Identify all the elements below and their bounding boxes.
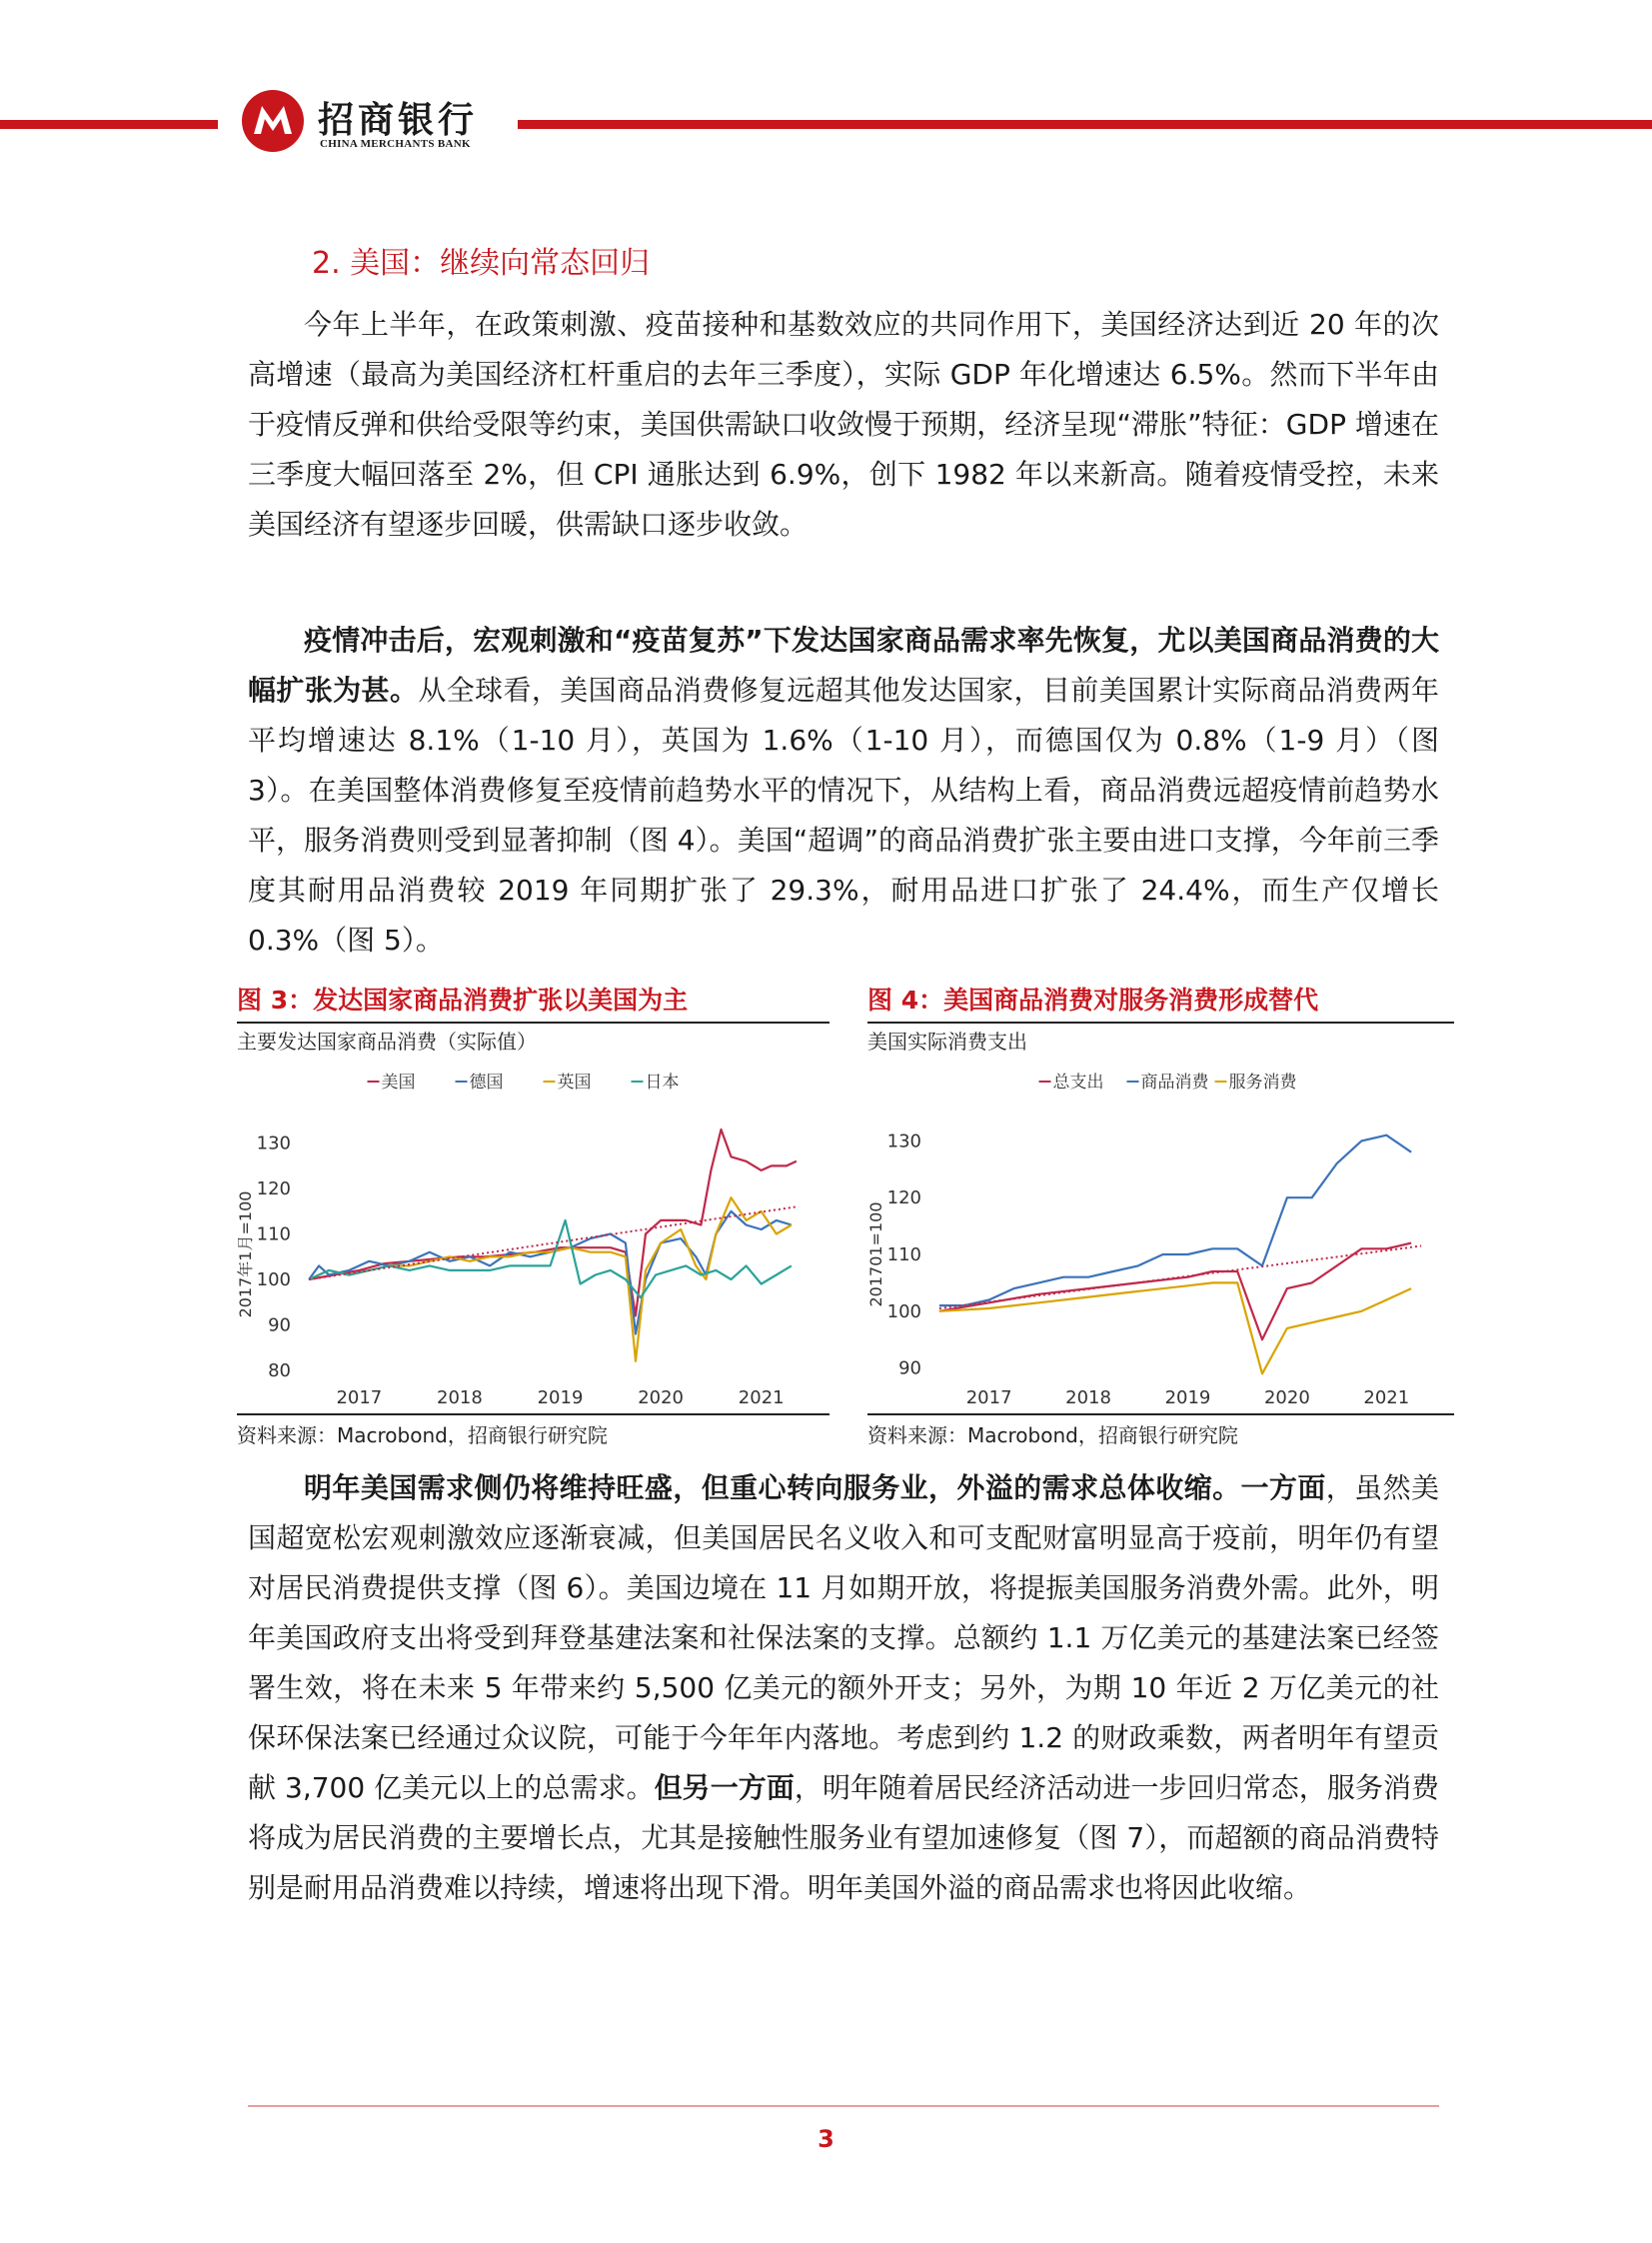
figure-4-subtitle: 美国实际消费支出 [867, 1030, 1027, 1054]
paragraph-3 [248, 1463, 1439, 1913]
legend-label-3: 日本 [645, 1073, 680, 1093]
x-tick-label: 2018 [1065, 1387, 1111, 1408]
legend-label-1: 德国 [469, 1073, 504, 1093]
y-tick-label: 110 [886, 1244, 921, 1265]
y-tick-label: 120 [256, 1178, 291, 1200]
paragraph-2-lead: 疫情冲击后，宏观刺激和“疫苗复苏”下发达国家商品需求率先恢复，尤以美国商品消费的大幅扩张为甚。 [248, 624, 1439, 707]
figure-3 [237, 980, 829, 1455]
figure-4 [867, 980, 1454, 1455]
legend-label-0: 总支出 [1052, 1073, 1104, 1093]
x-tick-label: 2017 [965, 1387, 1012, 1408]
paragraph-2-text: 从全球看，美国商品消费修复远超其他发达国家，目前美国累计实际商品消费两年平均增速达 8.1%（1-10 月），英国为 1.6%（1-10 月），而德国仅为 0.8%（1-9 月）（图 3）。在美国整体消费修复至疫情前趋势水平的情况下，从结构上看，商品消费远超疫情前趋势水平，服务消费则受到显著抑制（图 4）。美国“超调”的商品消费扩张主要由进口支撑，今年前三季度其耐用品消费较 2019 年同期扩张了 29.3%，耐用品进口扩张了 24.4%，而生产仅增长 0.3%（图 5）。 [248, 674, 1439, 957]
cmb-logo-icon [240, 88, 306, 154]
header-rule-left [0, 120, 218, 129]
y-tick-label: 80 [268, 1359, 291, 1381]
y-tick-label: 120 [886, 1187, 921, 1209]
legend-label-2: 服务消费 [1228, 1073, 1297, 1093]
figure-4-title: 图 4：美国商品消费对服务消费形成替代 [867, 980, 1454, 1024]
paragraph-2 [248, 616, 1439, 966]
paragraph-1 [248, 300, 1439, 550]
figure-4-source: 资料来源：Macrobond，招商银行研究院 [867, 1413, 1454, 1455]
series-line-2 [309, 1197, 792, 1361]
x-tick-label: 2021 [738, 1387, 785, 1408]
paragraph-3-lead: 明年美国需求侧仍将维持旺盛，但重心转向服务业，外溢的需求总体收缩。一方面 [304, 1471, 1326, 1504]
series-line-3 [309, 1220, 792, 1297]
x-tick-label: 2020 [1263, 1387, 1310, 1408]
series-line-1 [939, 1135, 1411, 1305]
figure-3-subtitle: 主要发达国家商品消费（实际值） [237, 1030, 537, 1054]
paragraph-3-text-a: ，虽然美国超宽松宏观刺激效应逐渐衰减，但美国居民名义收入和可支配财富明显高于疫前，明年仍有望对居民消费提供支撑（图 6）。美国边境在 11 月如期开放，将提振美国服务消费外需。此外，明年美国政府支出将受到拜登基建法案和社保法案的支撑。总额约 1.1 万亿美元的基建法案已经签署生效，将在未来 5 年带来约 5,500 亿美元的额外开支；另外，为期 10 年近 2 万亿美元的社保环保法案已经通过众议院，可能于今年年内落地。考虑到约 1.2 的财政乘数，两者明年有望贡献 3,700 亿美元以上的总需求。 [248, 1471, 1439, 1804]
y-tick-label: 100 [886, 1300, 921, 1322]
paragraph-3-text-b: ，明年随着居民经济活动进一步回归常态，服务消费将成为居民消费的主要增长点，尤其是接触性服务业有望加速修复（图 7），而超额的商品消费特别是耐用品消费难以持续，增速将出现下滑。明年美国外溢的商品需求也将因此收缩。 [248, 1771, 1439, 1904]
legend-label-0: 美国 [381, 1073, 416, 1093]
section-title: 2. 美国：继续向常态回归 [312, 246, 651, 281]
paragraph-1-text: 今年上半年，在政策刺激、疫苗接种和基数效应的共同作用下，美国经济达到近 20 年的次高增速（最高为美国经济杠杆重启的去年三季度），实际 GDP 年化增速达 6.5%。然而下半年由于疫情反弹和供给受限等约束，美国供需缺口收敛慢于预期，经济呈现“滞胀”特征：GDP 增速在三季度大幅回落至 2%，但 CPI 通胀达到 6.9%，创下 1982 年以来新高。随着疫情受控，未来美国经济有望逐步回暖，供需缺口逐步收敛。 [248, 308, 1439, 541]
y-tick-label: 110 [256, 1223, 291, 1245]
y-axis-label: 201701=100 [867, 1201, 885, 1307]
figure-3-source: 资料来源：Macrobond，招商银行研究院 [237, 1413, 829, 1455]
figure-3-title: 图 3：发达国家商品消费扩张以美国为主 [237, 980, 829, 1024]
y-tick-label: 90 [268, 1314, 291, 1336]
y-tick-label: 90 [898, 1357, 921, 1379]
x-tick-label: 2018 [437, 1387, 483, 1408]
brand-logo [240, 88, 510, 154]
figure-4-chart [867, 1060, 1454, 1409]
brand-name-cn: 招商银行 [318, 99, 479, 141]
x-tick-label: 2017 [336, 1387, 383, 1408]
y-tick-label: 130 [256, 1132, 291, 1154]
footer-rule [248, 2105, 1439, 2107]
legend-label-1: 商品消费 [1140, 1073, 1209, 1093]
y-axis-label: 2017年1月=100 [237, 1190, 255, 1318]
figure-3-chart [237, 1060, 829, 1409]
page-number: 3 [818, 2125, 834, 2153]
x-tick-label: 2019 [537, 1387, 584, 1408]
x-tick-label: 2019 [1164, 1387, 1211, 1408]
x-tick-label: 2021 [1363, 1387, 1410, 1408]
y-tick-label: 130 [886, 1130, 921, 1152]
series-line-2 [939, 1282, 1411, 1373]
legend-label-2: 英国 [557, 1073, 592, 1093]
paragraph-3-contrast: 但另一方面 [654, 1771, 795, 1804]
brand-name-en: CHINA MERCHANTS BANK [320, 138, 471, 150]
header-rule-right [518, 120, 1652, 129]
x-tick-label: 2020 [638, 1387, 685, 1408]
y-tick-label: 100 [256, 1269, 291, 1290]
